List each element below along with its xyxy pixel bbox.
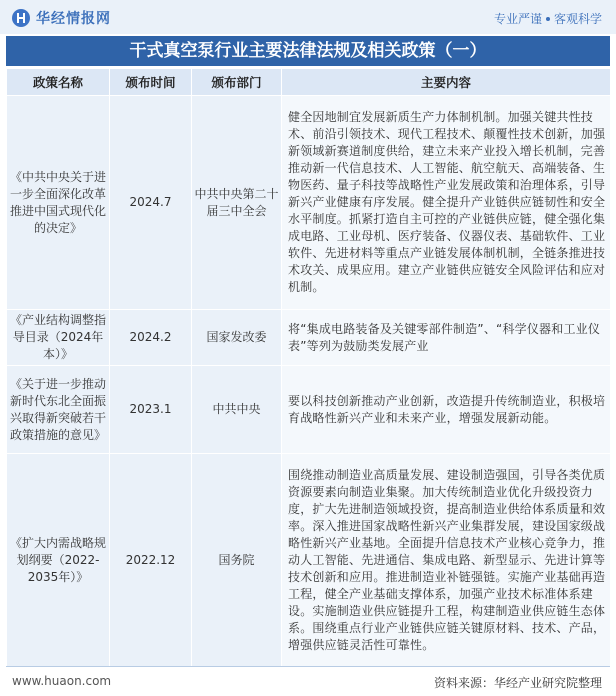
top-banner <box>0 0 616 34</box>
data-source: 资料来源：华经产业研究院整理 <box>433 676 602 690</box>
slogan-right: 客观科学 <box>553 12 602 26</box>
main-content: 要以科技创新推动产业创新，改造提升传统制造业，积极培育战略性新兴产业和未来产业，增强发展新动能。 <box>282 366 611 454</box>
page-title: 干式真空泵行业主要法律法规及相关政策（一） <box>6 36 610 66</box>
table-row <box>7 366 611 454</box>
policy-name: 《产业结构调整指导目录（2024年本）》 <box>7 310 110 366</box>
issuing-dept: 国务院 <box>192 454 282 668</box>
brand-name: 华经情报网 <box>36 11 111 27</box>
issuing-dept: 中共中央第二十届三中全会 <box>192 96 282 310</box>
brand-logo <box>12 8 111 28</box>
issue-date: 2024.7 <box>110 96 192 310</box>
main-content: 围绕推动制造业高质量发展、建设制造强国，引导各类优质资源要素向制造业集聚。加大传统制造业优化升级投资力度，扩大先进制造领域投资，提高制造业供给体系质量和效率。深入推进国家战略性新兴产业集群发展，建设国家级战略性新兴产业基地。全面提升信息技术产业核心竞争力，推动人工智能、先进通信、集成电路、新型显示、先进计算等技术创新和应用。推进制造业补链强链。实施产业基础再造工程，健全产业基础支撑体系，加强产业技术标准体系建设。实施制造业供应链提升工程，构建制造业供应链生态体系。围绕重点行业产业链供应链关键原材料、技术、产品，增强供应链灵活性可靠性。 <box>282 454 611 668</box>
issuing-dept: 中共中央 <box>192 366 282 454</box>
main-content: 健全因地制宜发展新质生产力体制机制。加强关键共性技术、前沿引领技术、现代工程技术、颠覆性技术创新，加强新领域新赛道制度供给，建立未来产业投入增长机制，完善推动新一代信息技术、人工智能、航空航天、高端装备、生物医药、量子科技等战略性产业发展政策和治理体系，引导新兴产业健康有序发展。健全提升产业链供应链韧性和安全水平制度。抓紧打造自主可控的产业链供应链，健全强化集成电路、工业母机、医疗装备、仪器仪表、基础软件、工业软件、先进材料等重点产业链发展体制机制，全链条推进技术攻关、成果应用。建立产业链供应链安全风险评估和应对机制。 <box>282 96 611 310</box>
policy-name: 《中共中央关于进一步全面深化改革推进中国式现代化的决定》 <box>7 96 110 310</box>
table-row <box>7 310 611 366</box>
issuing-dept: 国家发改委 <box>192 310 282 366</box>
policy-name: 《扩大内需战略规划纲要（2022-2035年）》 <box>7 454 110 668</box>
column-header-main-content: 主要内容 <box>282 69 611 96</box>
main-content: 将“集成电路装备及关键零部件制造”、“科学仪器和工业仪表”等列为鼓励类发展产业 <box>282 310 611 366</box>
table-header-row <box>7 69 611 96</box>
issue-date: 2022.12 <box>110 454 192 668</box>
bullet-dot-icon <box>546 17 550 21</box>
column-header-policy-name: 政策名称 <box>7 69 110 96</box>
column-header-issue-date: 颁布时间 <box>110 69 192 96</box>
issue-date: 2023.1 <box>110 366 192 454</box>
issue-date: 2024.2 <box>110 310 192 366</box>
slogan <box>494 10 602 27</box>
website-url: www.huaon.com <box>12 674 112 688</box>
policy-table <box>6 68 611 668</box>
column-header-issuing-dept: 颁布部门 <box>192 69 282 96</box>
footer <box>0 667 616 696</box>
huajing-logo-icon <box>12 9 30 27</box>
table-row <box>7 454 611 668</box>
policy-name: 《关于进一步推动新时代东北全面振兴取得新突破若干政策措施的意见》 <box>7 366 110 454</box>
table-row <box>7 96 611 310</box>
slogan-left: 专业严谨 <box>493 12 542 26</box>
